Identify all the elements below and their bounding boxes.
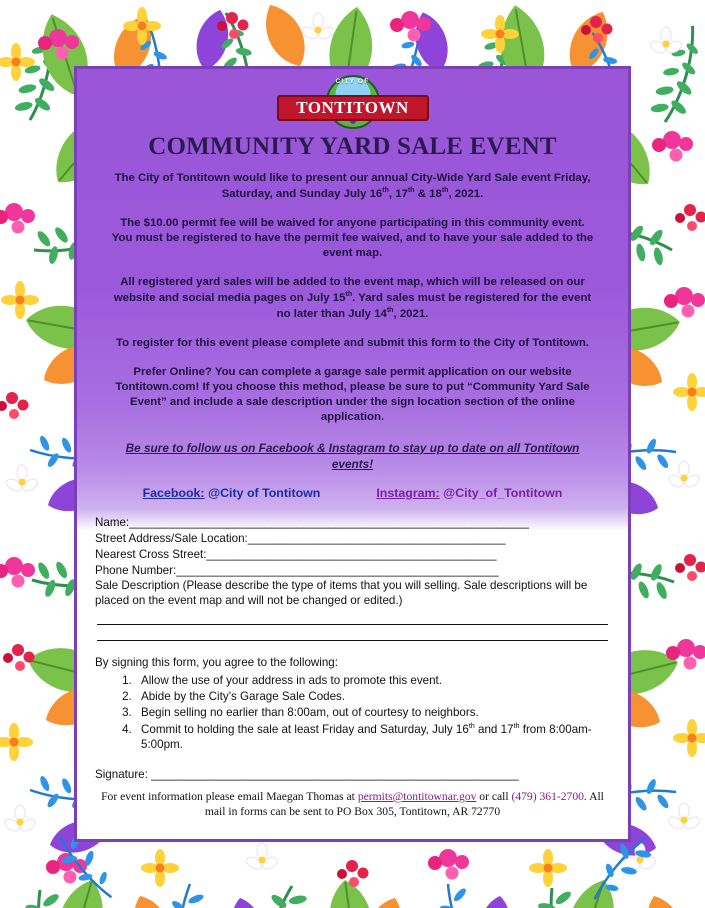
field-street-address-rule: ________________________________________ — [247, 531, 506, 545]
instagram-link[interactable] — [376, 486, 562, 500]
event-map-paragraph: All registered yard sales will be added to the event map, which will be released on our website and social media pages on July 15th. Yard sales must be registered for the event no later than July 14th, 2021. — [113, 276, 592, 320]
logo-city-of-text: CITY OF — [335, 78, 370, 85]
contact-phone: (479) 361-2700 — [511, 789, 584, 803]
logo-container — [77, 69, 628, 131]
field-street-address[interactable] — [95, 532, 610, 547]
list-item: 1. Allow the use of your address in ads to promote this event. — [135, 673, 610, 688]
footer-text-middle: or call — [476, 789, 512, 803]
facebook-handle: @City of Tontitown — [208, 486, 321, 501]
sale-description-instructions: Sale Description (Please describe the type of items that you will selling. Sale descriptions will be placed on the event map and will not be changed or edited.) — [95, 579, 588, 608]
field-cross-street-rule: _____________________________________________ — [206, 547, 497, 561]
list-item: 4. Commit to holding the sale at least Friday and Saturday, July 16th and 17th from 8:00am-5:00pm. — [135, 721, 610, 752]
instagram-label: Instagram: — [376, 486, 440, 501]
social-links-row — [77, 486, 628, 500]
logo-city-name: TONTITOWN — [296, 98, 409, 117]
sale-description-line-1[interactable] — [97, 612, 608, 625]
footer-text-before: For event information please email Maegan Thomas at — [101, 789, 358, 803]
field-phone-number[interactable] — [95, 564, 610, 579]
list-item: 2. Abide by the City’s Garage Sale Codes. — [135, 689, 610, 704]
field-phone-number-label: Phone Number: — [95, 563, 177, 577]
field-name[interactable] — [95, 516, 610, 531]
field-street-address-label: Street Address/Sale Location: — [95, 531, 248, 545]
field-signature[interactable] — [95, 768, 610, 783]
agreement-list — [95, 673, 610, 752]
field-phone-number-rule: __________________________________________________ — [176, 563, 499, 577]
footer-text-after: . All mail in forms can be sent to PO Box 305, Tontitown, AR 72770 — [204, 789, 604, 818]
facebook-link[interactable] — [143, 486, 321, 500]
page-title: COMMUNITY YARD SALE EVENT — [148, 133, 557, 160]
register-paragraph: To register for this event please complete and submit this form to the City of Tontitown. — [116, 336, 589, 349]
tontitown-logo — [277, 77, 429, 129]
logo-banner — [277, 95, 429, 121]
online-option-paragraph: Prefer Online? You can complete a garage sale permit application on our website Tontitown.com! If you choose this method, please be sure to put “Community Yard Sale Event” and include a sale description under the sign location section of the online application. — [115, 365, 590, 423]
list-item: 3. Begin selling no earlier than 8:00am, out of courtesy to neighbors. — [135, 705, 610, 720]
field-signature-rule: _________________________________________________________ — [151, 768, 519, 782]
field-name-rule: ______________________________________________________________ — [129, 516, 529, 530]
field-cross-street-label: Nearest Cross Street: — [95, 547, 207, 561]
field-name-label: Name: — [95, 516, 130, 530]
instagram-handle: @City_of_Tontitown — [443, 486, 563, 501]
field-cross-street[interactable] — [95, 548, 610, 563]
sale-description-line-2[interactable] — [97, 628, 608, 641]
registration-form — [95, 516, 610, 783]
flyer-card — [74, 66, 631, 842]
agreement-heading: By signing this form, you agree to the following: — [95, 656, 338, 670]
facebook-label: Facebook: — [142, 486, 205, 501]
follow-us-note: Be sure to follow us on Facebook & Instagram to stay up to date on all Tontitown events! — [125, 441, 580, 471]
footer-contact-info — [95, 789, 610, 819]
intro-paragraph: The City of Tontitown would like to present our annual City-Wide Yard Sale event Friday, Saturday, and Sunday July 16th, 17th & 18th, 2021. — [114, 172, 591, 200]
field-signature-label: Signature: — [95, 768, 148, 782]
contact-email-link[interactable]: permits@tontitownar.gov — [357, 789, 477, 803]
permit-fee-paragraph: The $10.00 permit fee will be waived for anyone participating in this community event. You must be registered to have the permit fee waived, and to have your sale added to the event map. — [111, 216, 594, 259]
